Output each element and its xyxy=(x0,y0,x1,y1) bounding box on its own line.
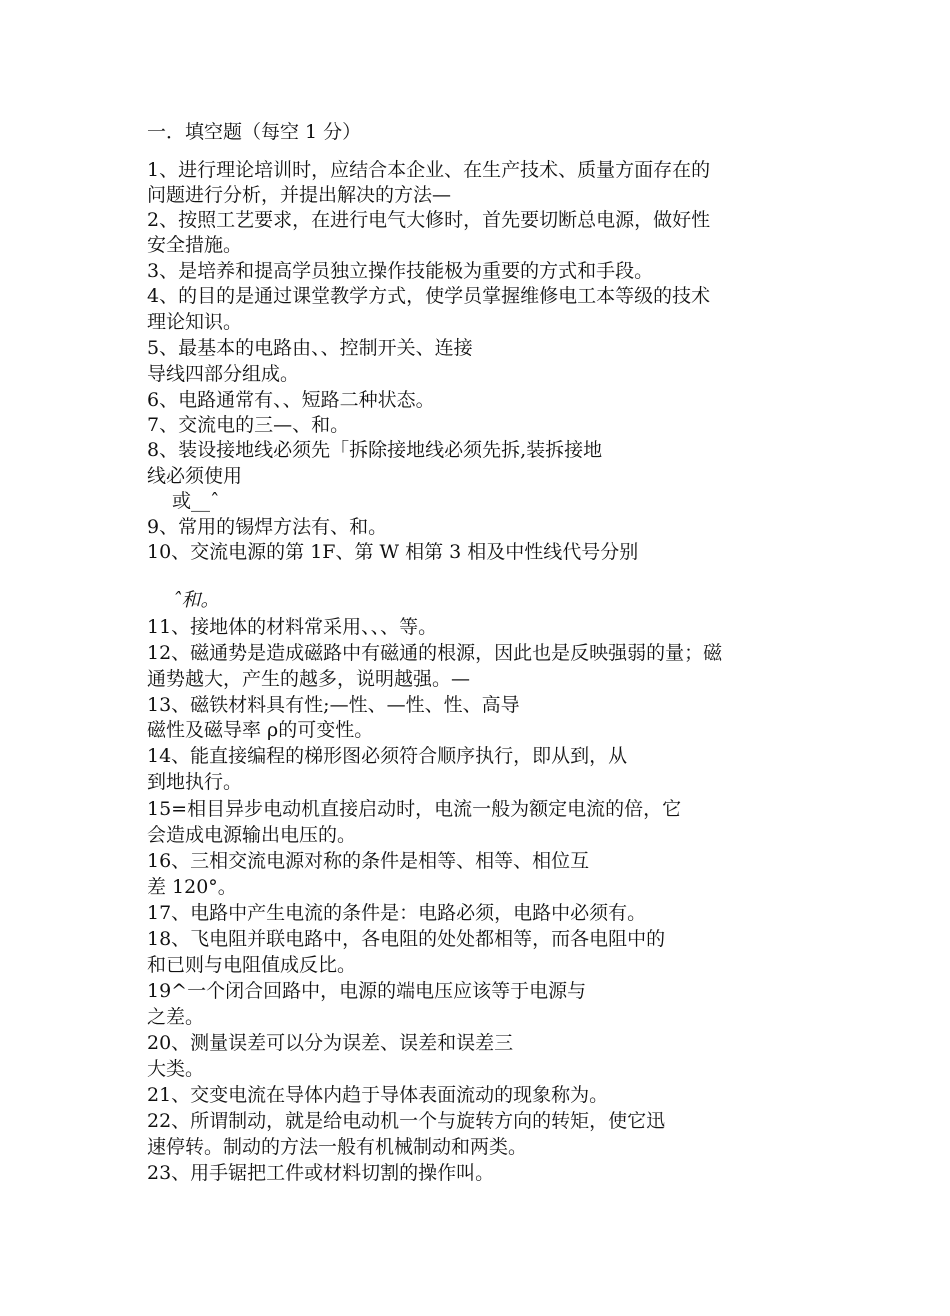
question-line: 会造成电源输出电压的。 xyxy=(147,824,357,846)
question-line: 安全措施。 xyxy=(147,234,243,256)
question-line: 速停转。制动的方法一般有机械制动和两类。 xyxy=(147,1136,528,1158)
question-line: ˆ和。 xyxy=(172,589,220,611)
question-line: 17、电路中产生电流的条件是：电路必须，电路中必须有。 xyxy=(147,902,647,924)
question-line: 之差。 xyxy=(147,1006,205,1028)
question-line: 21、交变电流在导体内趋于导体表面流动的现象称为。 xyxy=(147,1084,609,1106)
question-line: 1、进行理论培训时，应结合本企业、在生产技术、质量方面存在的 xyxy=(147,159,711,181)
question-line: 14、能直接编程的梯形图必须符合顺序执行，即从到，从 xyxy=(147,745,628,767)
question-line: 18、飞电阻并联电路中，各电阻的处处都相等，而各电阻中的 xyxy=(147,928,666,950)
question-line: 5、最基本的电路由、、控制开关、连接 xyxy=(147,337,473,359)
question-line: 12、磁通势是造成磁路中有磁通的根源，因此也是反映强弱的量；磁 xyxy=(147,642,723,664)
question-line: 19^一个闭合回路中，电源的端电压应该等于电源与 xyxy=(147,980,587,1002)
question-line: 到地执行。 xyxy=(147,771,243,793)
question-line: 9、常用的锡焊方法有、和。 xyxy=(147,516,388,538)
question-line: 4、的目的是通过课堂教学方式，使学员掌握维修电工本等级的技术 xyxy=(147,285,711,307)
question-line: 差 120°。 xyxy=(147,876,237,898)
question-line: 和已则与电阻值成反比。 xyxy=(147,954,357,976)
question-line: 导线四部分组成。 xyxy=(147,363,300,385)
question-line: 问题进行分析，并提出解决的方法— xyxy=(147,184,452,206)
question-line: 22、所谓制动，就是给电动机一个与旋转方向的转矩，使它迅 xyxy=(147,1110,666,1132)
question-line: 15=相目异步电动机直接启动时，电流一般为额定电流的倍，它 xyxy=(147,798,682,820)
question-line: 磁性及磁导率 ρ的可变性。 xyxy=(147,719,374,741)
question-line: 23、用手锯把工件或材料切割的操作叫。 xyxy=(147,1162,495,1184)
question-line: 10、交流电源的第 1F、第 W 相第 3 相及中性线代号分别 xyxy=(147,541,639,563)
question-line: 通势越大，产生的越多，说明越强。— xyxy=(147,668,471,690)
question-line: 大类。 xyxy=(147,1058,205,1080)
section-heading: 一．填空题（每空 1 分） xyxy=(147,121,362,143)
question-line: 理论知识。 xyxy=(147,311,243,333)
question-line: 6、电路通常有、、短路二种状态。 xyxy=(147,389,435,411)
question-line: 7、交流电的三—、和。 xyxy=(147,414,350,436)
question-line: 11、接地体的材料常采用、、、等。 xyxy=(147,616,438,638)
question-line: 线必须使用 xyxy=(147,465,243,487)
question-line: 8、装设接地线必须先「拆除接地线必须先拆,装拆接地 xyxy=(147,439,603,461)
question-line: 3、是培养和提高学员独立操作技能极为重要的方式和手段。 xyxy=(147,260,654,282)
question-line: 或__ˆ xyxy=(172,490,220,512)
question-line: 16、三相交流电源对称的条件是相等、相等、相位互 xyxy=(147,850,590,872)
question-line: 2、按照工艺要求，在进行电气大修时，首先要切断总电源，做好性 xyxy=(147,209,711,231)
question-line: 13、磁铁材料具有性;—性、—性、性、高导 xyxy=(147,694,520,716)
question-line: 20、测量误差可以分为误差、误差和误差三 xyxy=(147,1032,514,1054)
